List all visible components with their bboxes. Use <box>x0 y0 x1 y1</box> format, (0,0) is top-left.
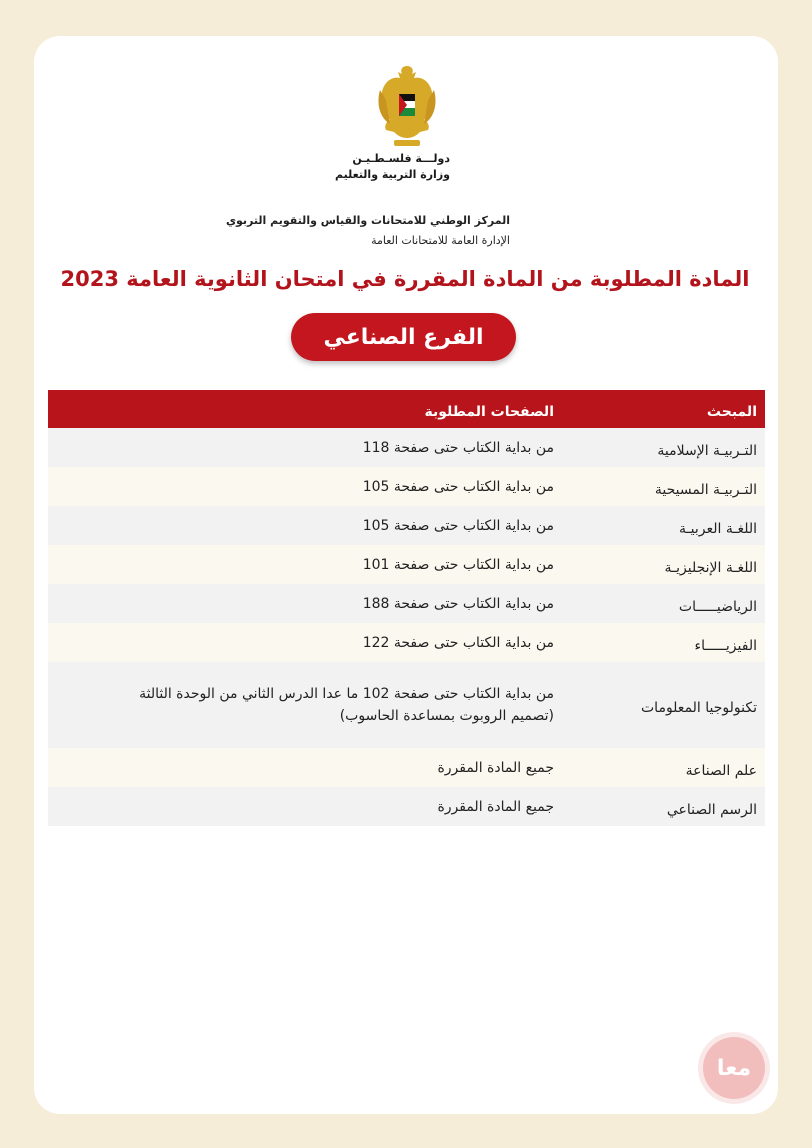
table-row <box>48 748 765 787</box>
table-row <box>48 662 765 748</box>
row-subject: التـربيـة المسيحية <box>654 481 757 498</box>
row-subject: الرسم الصناعي <box>666 801 757 818</box>
subjects-table <box>48 390 765 826</box>
center-name: المركز الوطني للامتحانات والقياس والتقويم التربوي <box>225 214 510 227</box>
row-pages: جميع المادة المقررة <box>437 798 554 815</box>
branch-badge: الفرع الصناعي <box>291 313 516 361</box>
table-row <box>48 584 765 623</box>
table-row <box>48 467 765 506</box>
ministry-name: وزارة التربية والتعليم <box>335 168 450 181</box>
header-pages: الصفحات المطلوبة <box>424 404 554 420</box>
row-subject: اللغـة الإنجليزيـة <box>664 559 757 576</box>
row-pages: جميع المادة المقررة <box>437 759 554 776</box>
header-subject: المبحث <box>706 404 757 420</box>
row-pages: من بداية الكتاب حتى صفحة 118 <box>362 439 554 456</box>
row-subject: الفيزيـــــاء <box>694 637 757 654</box>
row-pages: من بداية الكتاب حتى صفحة 188 <box>362 595 554 612</box>
row-subject: تكنولوجيا المعلومات <box>641 700 757 716</box>
row-subject: الرياضيـــــات <box>678 598 757 615</box>
state-name: دولـــة فلسـطـيـن <box>352 152 450 165</box>
table-header <box>48 390 765 428</box>
table-row <box>48 428 765 467</box>
row-pages: من بداية الكتاب حتى صفحة 122 <box>362 634 554 651</box>
table-row <box>48 545 765 584</box>
table-row <box>48 787 765 826</box>
row-pages-line2: (تصميم الروبوت بمساعدة الحاسوب) <box>339 708 554 724</box>
row-pages-line1: من بداية الكتاب حتى صفحة 102 ما عدا الدرس الثاني من الوحدة الثالثة <box>139 686 554 702</box>
table-row <box>48 506 765 545</box>
row-pages: من بداية الكتاب حتى صفحة 105 <box>362 517 554 534</box>
page-title: المادة المطلوبة من المادة المقررة في امتحان الثانوية العامة 2023 <box>60 267 750 291</box>
department-name: الإدارة العامة للامتحانات العامة <box>371 234 510 247</box>
table-row <box>48 623 765 662</box>
row-pages: من بداية الكتاب حتى صفحة 101 <box>362 556 554 573</box>
row-pages <box>48 683 558 727</box>
row-subject: التـربيـة الإسلامية <box>657 442 757 459</box>
palestine-eagle-emblem-icon <box>372 60 442 150</box>
row-subject: اللغـة العربيـة <box>679 520 757 537</box>
maan-watermark-logo: معا <box>703 1037 765 1099</box>
row-subject: علم الصناعة <box>685 762 757 779</box>
row-pages: من بداية الكتاب حتى صفحة 105 <box>362 478 554 495</box>
